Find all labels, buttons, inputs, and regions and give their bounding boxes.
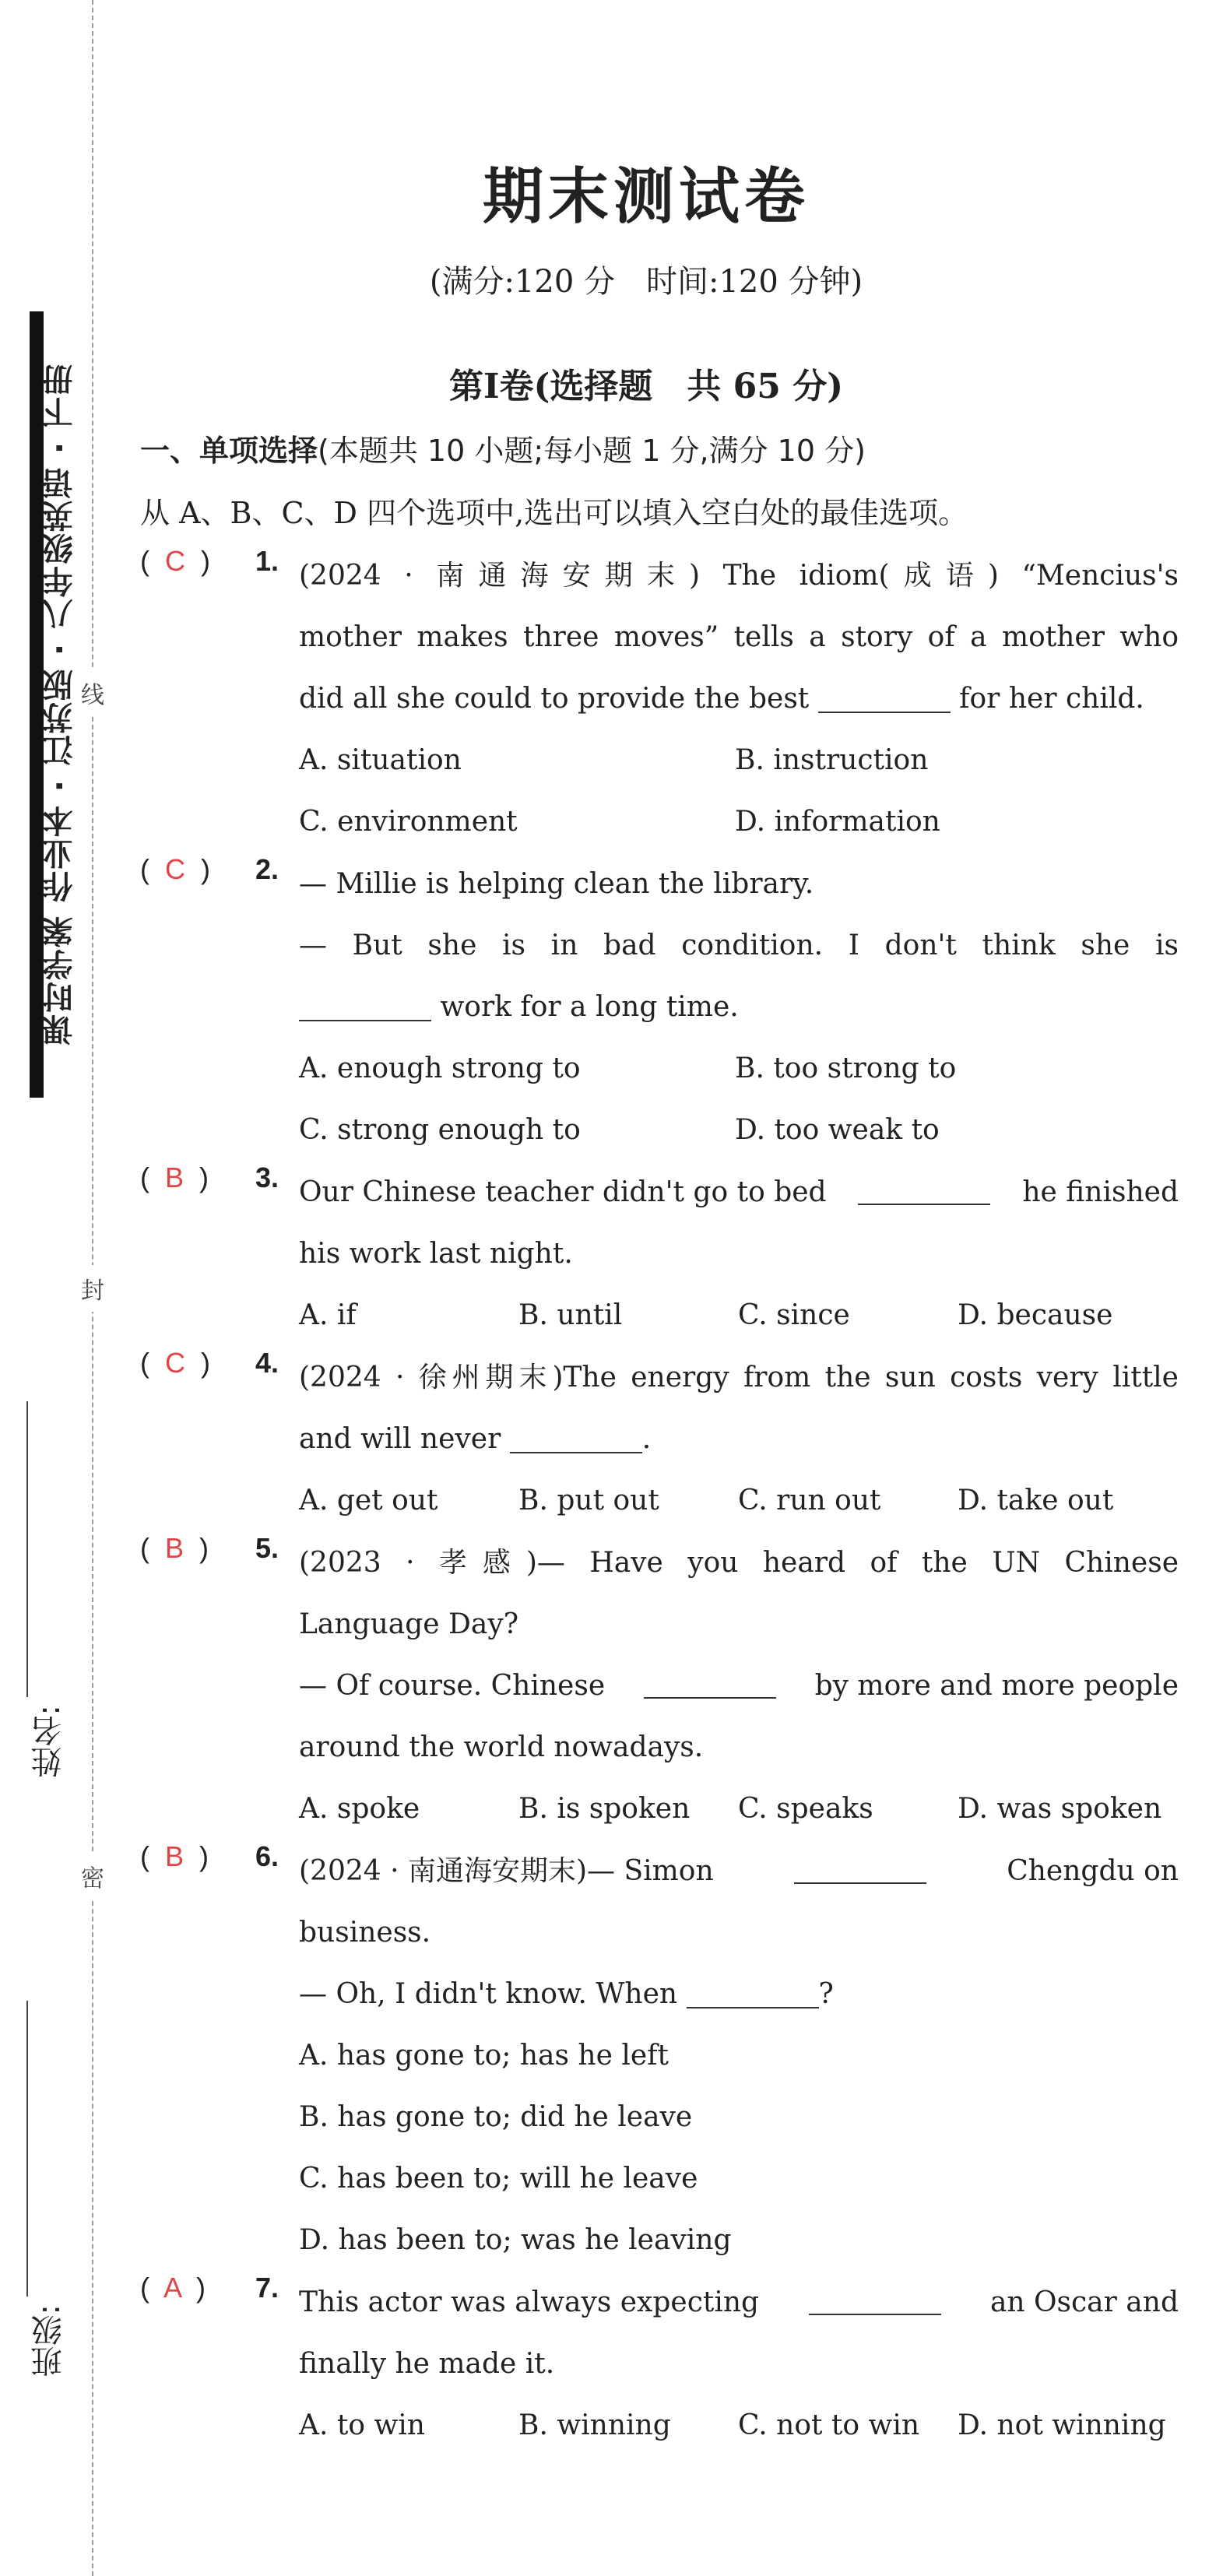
question-text-part: This actor was always expecting bbox=[299, 2286, 760, 2318]
answer-paren: ( C ) bbox=[140, 1347, 210, 1379]
question-text-part: — Oh, I didn't know. When bbox=[299, 1978, 678, 2010]
option-a: A. spoke bbox=[299, 1793, 420, 1825]
question-text bbox=[299, 2272, 1179, 2333]
question-number: 5. bbox=[255, 1532, 279, 1564]
option-b: B. put out bbox=[518, 1485, 659, 1516]
option-a: A. if bbox=[299, 1299, 357, 1331]
option-a: A. enough strong to bbox=[299, 1053, 581, 1084]
question-text bbox=[299, 1161, 1179, 1223]
option-c: C. run out bbox=[738, 1485, 881, 1516]
name-underline bbox=[26, 1401, 28, 1697]
question-number: 2. bbox=[255, 853, 279, 885]
part-title-text: 第Ⅰ卷(选择题 共 65 分) bbox=[448, 367, 844, 406]
question-text-part: by more and more people bbox=[814, 1670, 1179, 1702]
question-text bbox=[299, 1963, 1179, 2025]
option-b: B. is spoken bbox=[518, 1793, 691, 1825]
question-number: 3. bbox=[255, 1161, 279, 1193]
class-field bbox=[26, 1993, 71, 2377]
options-row bbox=[299, 1470, 1179, 1531]
question-text-part: ? bbox=[818, 1978, 834, 2010]
answer-mark: B bbox=[165, 1161, 184, 1193]
question-text-part: (2024 · 南通海安期末)— Simon bbox=[299, 1855, 714, 1887]
section-instruction: 从 A、B、C、D 四个选项中,选出可以填入空白处的最佳选项。 bbox=[140, 496, 968, 530]
question-text-part: — Of course. Chinese bbox=[299, 1670, 606, 1702]
book-spine-label bbox=[30, 311, 78, 1098]
page-title: 期末测试卷 bbox=[482, 161, 810, 232]
answer-paren: ( C ) bbox=[140, 545, 210, 577]
question-number: 4. bbox=[255, 1347, 279, 1379]
answer-paren: ( B ) bbox=[140, 1161, 209, 1193]
option-c: C. not to win bbox=[738, 2409, 920, 2441]
question-text bbox=[299, 1408, 1179, 1470]
option-a: A. has gone to; has he left bbox=[299, 2040, 669, 2072]
question-text: Language Day? bbox=[299, 1608, 519, 1640]
answer-blank bbox=[687, 1984, 819, 2008]
question-text: his work last night. bbox=[299, 1238, 573, 1270]
question-text: — Millie is helping clean the library. bbox=[299, 868, 814, 900]
option-b: B. has gone to; did he leave bbox=[299, 2101, 693, 2133]
answer-blank bbox=[809, 2290, 941, 2315]
question-text-part: did all she could to provide the best bbox=[299, 683, 810, 715]
answer-blank bbox=[858, 1180, 990, 1205]
question-text-part: work for a long time. bbox=[440, 991, 739, 1023]
answer-mark: C bbox=[165, 1347, 185, 1379]
question-text: business. bbox=[299, 1917, 431, 1949]
option-b: B. until bbox=[518, 1299, 623, 1331]
seal-char-mi: 密 bbox=[81, 1853, 104, 1899]
answer-blank bbox=[644, 1674, 776, 1699]
question-text-part: Chengdu on bbox=[1007, 1855, 1179, 1887]
question-text bbox=[299, 1655, 1179, 1717]
answer-paren: ( B ) bbox=[140, 1840, 209, 1872]
score-time-info: (满分:120 分 时间:120 分钟) bbox=[429, 264, 863, 300]
options-row bbox=[299, 2395, 1179, 2456]
option-d: D. information bbox=[735, 806, 940, 838]
binding-margin bbox=[0, 0, 117, 2576]
class-label: 班级: bbox=[31, 2304, 67, 2377]
option-b: B. instruction bbox=[735, 744, 929, 776]
book-title-vertical: 课时学案 作业本 · 江苏版 · 八年级英语 · 下册 bbox=[41, 363, 78, 1046]
option-d: D. not winning bbox=[958, 2409, 1166, 2441]
option-a: A. situation bbox=[299, 744, 462, 776]
answer-mark: A bbox=[163, 2272, 181, 2304]
question-text bbox=[299, 976, 1179, 1038]
section-title: 一、单项选择 bbox=[140, 434, 318, 468]
option-b: B. winning bbox=[518, 2409, 671, 2441]
option-a: A. get out bbox=[299, 1485, 438, 1516]
options-row bbox=[299, 1038, 1179, 1099]
answer-mark: C bbox=[165, 545, 185, 577]
answer-paren: ( C ) bbox=[140, 853, 210, 885]
answer-mark: C bbox=[165, 853, 185, 885]
option-c: C. strong enough to bbox=[299, 1114, 581, 1146]
option-b: B. too strong to bbox=[735, 1053, 957, 1084]
question-text-part: for her child. bbox=[959, 683, 1144, 715]
option-a: A. to win bbox=[299, 2409, 425, 2441]
question-text: mother makes three moves” tells a story of a mother who bbox=[299, 621, 1179, 653]
option-d: D. has been to; was he leaving bbox=[299, 2224, 732, 2256]
options-row bbox=[299, 791, 1179, 852]
part-title bbox=[140, 358, 1152, 408]
question-text: (2024 · 南通海安期末) The idiom(成语) “Mencius's bbox=[299, 560, 1179, 592]
question-text-part: and will never bbox=[299, 1423, 501, 1455]
question-text: finally he made it. bbox=[299, 2348, 555, 2380]
answer-mark: B bbox=[165, 1840, 184, 1872]
question-number: 1. bbox=[255, 545, 279, 577]
name-field bbox=[26, 1393, 71, 1777]
options-row bbox=[299, 1778, 1179, 1840]
question-text-part: an Oscar and bbox=[989, 2286, 1179, 2318]
answer-blank bbox=[818, 688, 951, 713]
options-row bbox=[299, 729, 1179, 791]
class-underline bbox=[26, 2001, 28, 2297]
answer-mark: B bbox=[165, 1532, 184, 1564]
question-text: — But she is in bad condition. I don't think she is bbox=[299, 930, 1179, 961]
question-text-part: Our Chinese teacher didn't go to bed bbox=[299, 1176, 827, 1208]
options-row bbox=[299, 1284, 1179, 1346]
option-c: C. environment bbox=[299, 806, 518, 838]
option-c: C. has been to; will he leave bbox=[299, 2163, 698, 2195]
option-d: D. too weak to bbox=[735, 1114, 940, 1146]
option-d: D. was spoken bbox=[958, 1793, 1162, 1825]
seal-char-feng: 封 bbox=[81, 1265, 104, 1312]
option-d: D. because bbox=[958, 1299, 1113, 1331]
question-text-part: . bbox=[641, 1423, 652, 1455]
section-note: (本题共 10 小题;每小题 1 分,满分 10 分) bbox=[318, 434, 866, 468]
question-text bbox=[299, 1840, 1179, 1902]
answer-blank bbox=[299, 996, 431, 1021]
question-text bbox=[299, 668, 1179, 729]
question-text: (2023 · 孝感)— Have you heard of the UN Chinese bbox=[299, 1547, 1179, 1579]
option-d: D. take out bbox=[958, 1485, 1114, 1516]
option-c: C. speaks bbox=[738, 1793, 873, 1825]
name-label: 姓名: bbox=[31, 1705, 67, 1778]
section-heading bbox=[140, 427, 866, 469]
question-text: around the world nowadays. bbox=[299, 1731, 704, 1763]
answer-paren: ( A ) bbox=[140, 2272, 206, 2304]
answer-blank bbox=[794, 1859, 926, 1884]
answer-paren: ( B ) bbox=[140, 1532, 209, 1564]
option-c: C. since bbox=[738, 1299, 850, 1331]
question-number: 6. bbox=[255, 1840, 279, 1872]
question-number: 7. bbox=[255, 2272, 279, 2304]
question-text-part: he finished bbox=[1022, 1176, 1179, 1208]
question-text: (2024 · 徐州期末)The energy from the sun costs very little bbox=[299, 1362, 1179, 1393]
options-row bbox=[299, 1099, 1179, 1161]
answer-blank bbox=[510, 1429, 642, 1453]
seal-char-xian: 线 bbox=[81, 669, 104, 716]
